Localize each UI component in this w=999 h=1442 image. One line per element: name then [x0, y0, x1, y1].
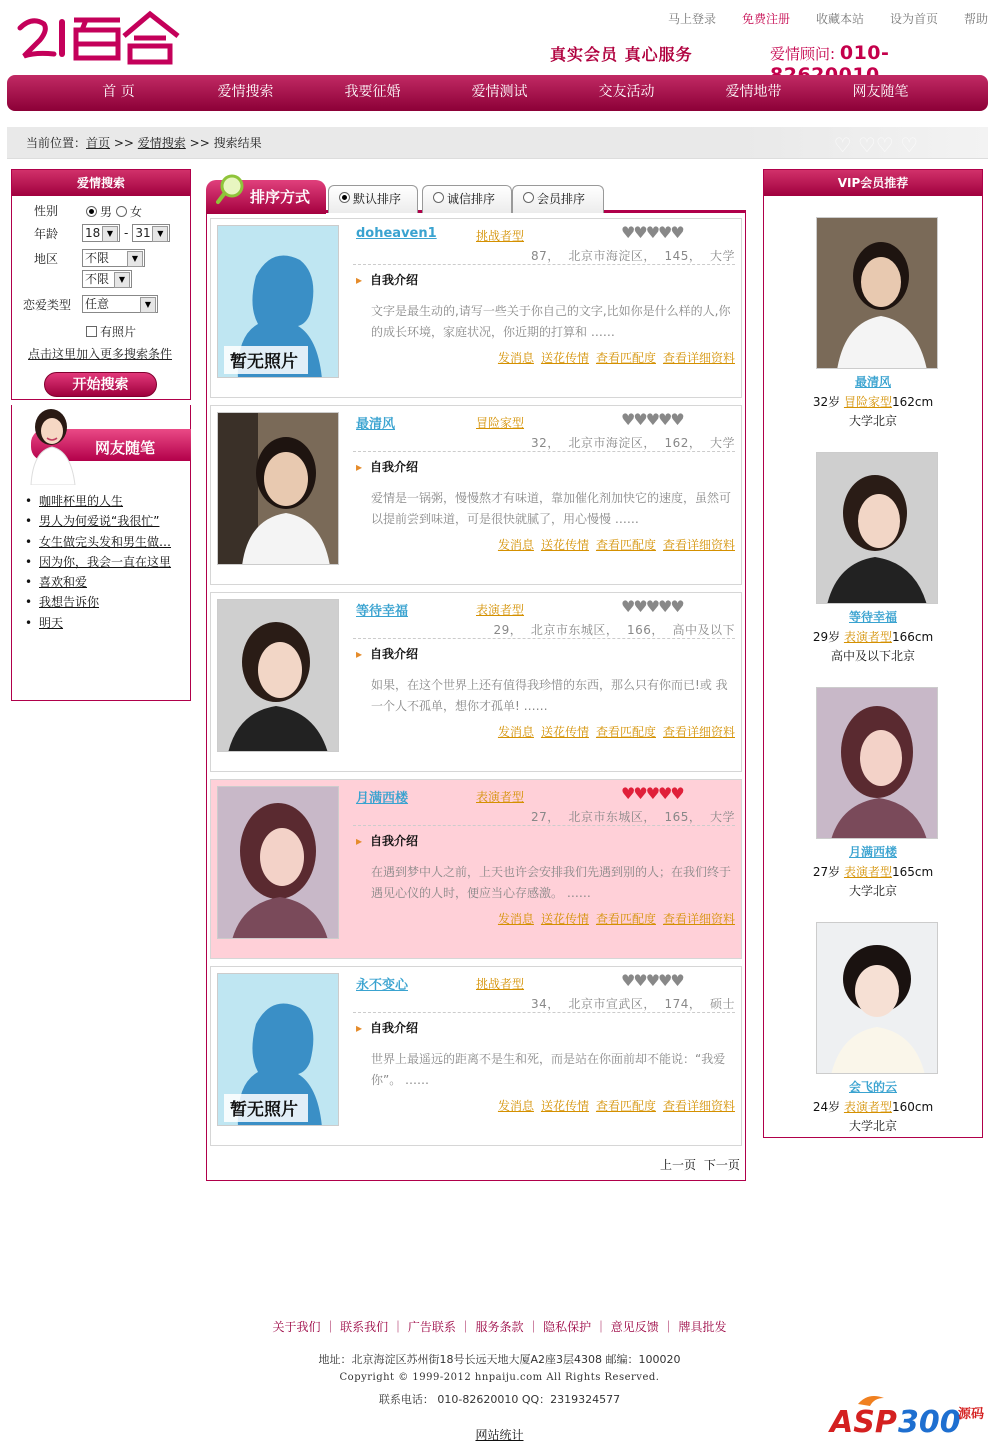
- divider: [353, 638, 735, 639]
- svg-text:ASP: ASP: [830, 1405, 897, 1438]
- set-homepage-link[interactable]: 设为首页: [889, 12, 938, 26]
- essay-item[interactable]: • 我想告诉你: [25, 592, 171, 612]
- breadcrumb-search[interactable]: 爱情搜索: [137, 136, 186, 150]
- hotline-number: 010-: [839, 42, 890, 64]
- member-nickname[interactable]: 永不变心: [356, 978, 409, 993]
- breadcrumb-sep: >>: [113, 136, 134, 150]
- member-info: 29， 北京市东城区， 166， 高中及以下: [493, 623, 735, 637]
- card-actions: [498, 910, 735, 927]
- send-flower-link[interactable]: 送花传情: [540, 351, 589, 365]
- vip-height: 166cm: [891, 630, 934, 644]
- intro-text: 爱情是一锅粥，慢慢熬才有味道，靠加催化剂加快它的速度，虽然可以提前尝到味道，可是很快就腻了，用心慢慢 ……: [371, 491, 732, 526]
- intro-text: 世界上最遥远的距离不是生和死，而是站在你面前却不能说：“我爱你”。 ……: [371, 1052, 726, 1087]
- prev-page-link[interactable]: 上一页: [660, 1158, 697, 1172]
- top-links: [668, 10, 988, 27]
- send-message-link[interactable]: 发消息: [497, 912, 534, 926]
- help-link[interactable]: 帮助: [963, 12, 988, 26]
- footer-terms-link[interactable]: 服务条款: [475, 1320, 524, 1334]
- member-nickname[interactable]: 等待幸福: [356, 604, 409, 619]
- vip-type[interactable]: 冒险家型: [843, 395, 892, 409]
- age-dash: -: [124, 226, 129, 240]
- vip-details: [764, 1098, 982, 1115]
- age-from-select[interactable]: 18 ▼: [82, 224, 120, 242]
- nav-love-search[interactable]: 爱情搜索: [217, 84, 274, 100]
- result-card-highlighted: [210, 779, 742, 959]
- sort-member-radio[interactable]: [523, 192, 534, 203]
- vip-member: [764, 922, 982, 1152]
- send-message-link[interactable]: 发消息: [497, 1099, 534, 1113]
- vip-edu-city: 大学北京: [848, 1119, 897, 1133]
- vip-nickname[interactable]: 最清风: [854, 375, 891, 389]
- intro-label: ▸ 自我介绍: [356, 645, 418, 662]
- footer-contact-link[interactable]: 联系我们: [340, 1320, 389, 1334]
- essays-box: [11, 405, 191, 701]
- member-photo[interactable]: [217, 786, 339, 939]
- love-type-label: 恋爱类型: [23, 298, 72, 312]
- svg-text:暂无照片: 暂无照片: [230, 352, 298, 372]
- send-flower-link[interactable]: 送花传情: [540, 725, 589, 739]
- send-flower-link[interactable]: 送花传情: [540, 912, 589, 926]
- tab-label: 诚信排序: [447, 192, 496, 206]
- send-message-link[interactable]: 发消息: [497, 538, 534, 552]
- result-card: [210, 592, 742, 772]
- more-conditions-link[interactable]: 点击这里加入更多搜索条件: [28, 347, 173, 361]
- vip-photo[interactable]: [816, 217, 938, 369]
- view-match-link[interactable]: 查看匹配度: [595, 725, 656, 739]
- sort-credit-radio[interactable]: [433, 192, 444, 203]
- essays-title: 网友随笔: [95, 439, 156, 457]
- intro-label: ▸ 自我介绍: [356, 271, 418, 288]
- essay-item[interactable]: • 女生做完头发和男生做…: [25, 532, 171, 552]
- footer-privacy-link[interactable]: 隐私保护: [543, 1320, 592, 1334]
- member-info: 87， 北京市海淀区， 145， 大学: [530, 249, 735, 263]
- breadcrumb-sep: >>: [189, 136, 210, 150]
- has-photo-label: 有照片: [100, 325, 137, 339]
- vip-age: 29岁: [812, 630, 841, 644]
- gender-male-radio[interactable]: [86, 206, 97, 217]
- divider: [353, 825, 735, 826]
- intro-label: ▸ 自我介绍: [356, 832, 418, 849]
- divider: [353, 451, 735, 452]
- region-label: 地区: [34, 252, 59, 266]
- vip-type[interactable]: 表演者型: [843, 630, 892, 644]
- credit-hearts-icon: ♥♥♥♥♥: [621, 223, 683, 242]
- nav-love-zone[interactable]: 爱情地带: [725, 84, 782, 100]
- divider: [353, 1012, 735, 1013]
- tab-default-sort[interactable]: [328, 185, 418, 213]
- tab-member-sort[interactable]: [512, 185, 604, 213]
- svg-text:源码: 源码: [958, 1407, 985, 1422]
- magnifier-icon: [216, 172, 250, 206]
- card-actions: [498, 723, 735, 740]
- view-match-link[interactable]: 查看匹配度: [595, 912, 656, 926]
- send-flower-link[interactable]: 送花传情: [540, 538, 589, 552]
- footer-about-link[interactable]: 关于我们: [272, 1320, 321, 1334]
- member-nickname[interactable]: 最清风: [356, 417, 396, 432]
- footer-wholesale-link[interactable]: 牌具批发: [678, 1320, 727, 1334]
- member-type[interactable]: 表演者型: [476, 603, 525, 617]
- vip-age: 24岁: [812, 1100, 841, 1114]
- vip-height: 165cm: [891, 865, 934, 879]
- intro-label: ▸ 自我介绍: [356, 458, 418, 475]
- age-label: 年龄: [34, 227, 59, 241]
- vip-details: [764, 393, 982, 410]
- asp300-watermark-logo: [828, 1390, 988, 1438]
- search-box-title: 爱情搜索: [12, 170, 190, 196]
- vip-photo[interactable]: [816, 687, 938, 839]
- breadcrumb-home[interactable]: 首页: [86, 136, 111, 150]
- tab-credit-sort[interactable]: [422, 185, 512, 213]
- view-profile-link[interactable]: 查看详细资料: [662, 538, 735, 552]
- region-city-select[interactable]: 不限 ▼: [82, 270, 132, 288]
- card-actions: [498, 349, 735, 366]
- next-page-link[interactable]: 下一页: [703, 1158, 740, 1172]
- vip-height: 162cm: [891, 395, 934, 409]
- result-card: [210, 218, 742, 398]
- essay-item[interactable]: • 咖啡杯里的人生: [25, 491, 171, 511]
- tab-label: 默认排序: [353, 192, 402, 206]
- view-match-link[interactable]: 查看匹配度: [595, 351, 656, 365]
- member-type[interactable]: 冒险家型: [476, 416, 525, 430]
- age-to-select[interactable]: 31 ▼: [132, 224, 170, 242]
- vip-height: 160cm: [891, 1100, 934, 1114]
- intro-text: 如果，在这个世界上还有值得我珍惜的东西，那么只有你而已!或 我一个人不孤单，想你才孤单! ……: [371, 678, 728, 713]
- footer-contact-phone: 联系电话： 010-82620010 QQ：2319324577: [378, 1393, 621, 1406]
- essay-item[interactable]: • 男人为何爱说“我很忙”: [25, 511, 171, 531]
- member-type[interactable]: 表演者型: [476, 790, 525, 804]
- gender-male-label: 男: [100, 205, 113, 219]
- vip-edu-city: 大学北京: [848, 414, 897, 428]
- vip-title: VIP会员推荐: [764, 170, 982, 196]
- member-photo[interactable]: [217, 412, 339, 565]
- credit-hearts-icon: ♥♥♥♥♥: [621, 597, 683, 616]
- vip-type[interactable]: 表演者型: [843, 865, 892, 879]
- member-nickname[interactable]: 月满西楼: [356, 791, 409, 806]
- member-photo[interactable]: [217, 599, 339, 752]
- credit-hearts-icon: ♥♥♥♥♥: [621, 971, 683, 990]
- send-message-link[interactable]: 发消息: [497, 351, 534, 365]
- hearts-decoration: ♡ ♡♡ ♡: [833, 133, 918, 157]
- essay-item[interactable]: • 喜欢和爱: [25, 572, 171, 592]
- member-type[interactable]: 挑战者型: [476, 229, 525, 243]
- vip-edu-city: 大学北京: [848, 884, 897, 898]
- card-actions: [498, 536, 735, 553]
- member-info: 34， 北京市宣武区， 174， 硕士: [530, 997, 735, 1011]
- footer-ads-link[interactable]: 广告联系: [407, 1320, 456, 1334]
- nav-home[interactable]: 首 页: [102, 84, 135, 100]
- credit-hearts-icon: ♥♥♥♥♥: [621, 784, 683, 803]
- vip-nickname[interactable]: 等待幸福: [848, 610, 897, 624]
- essay-item[interactable]: • 因为你，我会一直在这里: [25, 552, 171, 572]
- view-profile-link[interactable]: 查看详细资料: [662, 351, 735, 365]
- start-search-button[interactable]: 开始搜索: [44, 372, 157, 397]
- intro-text: 文字是最生动的,请写一些关于你自己的文字,比如你是什么样的人,你的成长环境，家庭状况，你近期的打算和 ……: [371, 304, 731, 339]
- gender-female-radio[interactable]: [116, 206, 127, 217]
- site-logo[interactable]: [14, 8, 184, 66]
- vip-age: 27岁: [812, 865, 841, 879]
- vip-details: [764, 863, 982, 880]
- member-info: 27， 北京市东城区， 165， 大学: [530, 810, 735, 824]
- intro-text: 在遇到梦中人之前，上天也许会安排我们先遇到别的人；在我们终于遇见心仪的人时，便应当心存感激。 ……: [371, 865, 732, 900]
- sort-default-radio[interactable]: [339, 192, 350, 203]
- result-card: [210, 405, 742, 585]
- breadcrumb-current: 搜索结果: [213, 136, 262, 150]
- hotline-label: 爱情顾问:: [770, 45, 836, 63]
- vip-photo[interactable]: [816, 922, 938, 1074]
- main-nav: [7, 75, 988, 111]
- region-province-select[interactable]: 不限 ▼: [82, 249, 145, 267]
- essay-item[interactable]: • 明天: [25, 613, 171, 633]
- view-match-link[interactable]: 查看匹配度: [595, 538, 656, 552]
- nav-love-test[interactable]: 爱情测试: [471, 84, 528, 100]
- svg-text:300: 300: [898, 1405, 961, 1438]
- vip-member: [764, 217, 982, 447]
- login-link[interactable]: 马上登录: [668, 12, 717, 26]
- member-nickname[interactable]: doheaven1: [356, 226, 437, 241]
- girl-illustration: [25, 407, 81, 485]
- vip-type[interactable]: 表演者型: [843, 1100, 892, 1114]
- card-actions: [498, 1097, 735, 1114]
- tab-label: 会员排序: [537, 192, 586, 206]
- register-link[interactable]: 免费注册: [741, 12, 790, 26]
- vip-member: [764, 687, 982, 917]
- vip-recommend-box: [763, 169, 983, 1138]
- sort-badge: [206, 180, 326, 214]
- vip-age: 32岁: [812, 395, 841, 409]
- essays-header: [11, 405, 191, 485]
- no-photo-placeholder[interactable]: [217, 973, 339, 1126]
- member-info: 32， 北京市海淀区， 162， 大学: [530, 436, 735, 450]
- nav-essays[interactable]: 网友随笔: [852, 84, 909, 100]
- footer-address: 地址：北京海淀区苏州街18号长远天地大厦A2座3层4308 邮编：100020: [318, 1353, 681, 1366]
- result-card: [210, 966, 742, 1146]
- view-profile-link[interactable]: 查看详细资料: [662, 1099, 735, 1113]
- credit-hearts-icon: ♥♥♥♥♥: [621, 410, 683, 429]
- no-photo-placeholder[interactable]: [217, 225, 339, 378]
- essays-list: [25, 491, 171, 633]
- divider: [353, 264, 735, 265]
- gender-female-label: 女: [130, 205, 143, 219]
- member-type[interactable]: 挑战者型: [476, 977, 525, 991]
- vip-member: [764, 452, 982, 682]
- vip-details: [764, 628, 982, 645]
- vip-nickname[interactable]: 月满西楼: [848, 845, 897, 859]
- send-message-link[interactable]: 发消息: [497, 725, 534, 739]
- vip-nickname[interactable]: 会飞的云: [848, 1080, 897, 1094]
- view-profile-link[interactable]: 查看详细资料: [662, 912, 735, 926]
- love-type-select[interactable]: 任意 ▼: [82, 295, 158, 313]
- footer-feedback-link[interactable]: 意见反馈: [610, 1320, 659, 1334]
- site-stats-link[interactable]: 网站统计: [475, 1428, 524, 1442]
- nav-marriage[interactable]: 我要征婚: [344, 84, 401, 100]
- view-match-link[interactable]: 查看匹配度: [595, 1099, 656, 1113]
- breadcrumb: [7, 127, 988, 159]
- pager: [660, 1156, 740, 1173]
- gender-label: 性别: [34, 204, 59, 218]
- has-photo-checkbox[interactable]: [86, 326, 97, 337]
- bookmark-link[interactable]: 收藏本站: [815, 12, 864, 26]
- view-profile-link[interactable]: 查看详细资料: [662, 725, 735, 739]
- send-flower-link[interactable]: 送花传情: [540, 1099, 589, 1113]
- intro-label: ▸ 自我介绍: [356, 1019, 418, 1036]
- vip-edu-city: 高中及以下北京: [830, 649, 915, 663]
- footer-links: 关于我们 ｜ 联系我们 ｜ 广告联系 ｜ 服务条款 ｜ 隐私保护 ｜ 意见反馈 ｜ 牌具批发: [272, 1320, 727, 1334]
- vip-photo[interactable]: [816, 452, 938, 604]
- svg-text:暂无照片: 暂无照片: [230, 1100, 298, 1120]
- sort-badge-label: 排序方式: [250, 188, 311, 206]
- nav-activities[interactable]: 交友活动: [598, 84, 655, 100]
- breadcrumb-prefix: 当前位置：: [26, 136, 87, 150]
- love-search-box: [11, 169, 191, 400]
- footer-copyright: Copyright © 1999-2012 hnpaiju.com All Rights Reserved.: [339, 1372, 660, 1383]
- slogan: 真实会员 真心服务: [550, 45, 693, 64]
